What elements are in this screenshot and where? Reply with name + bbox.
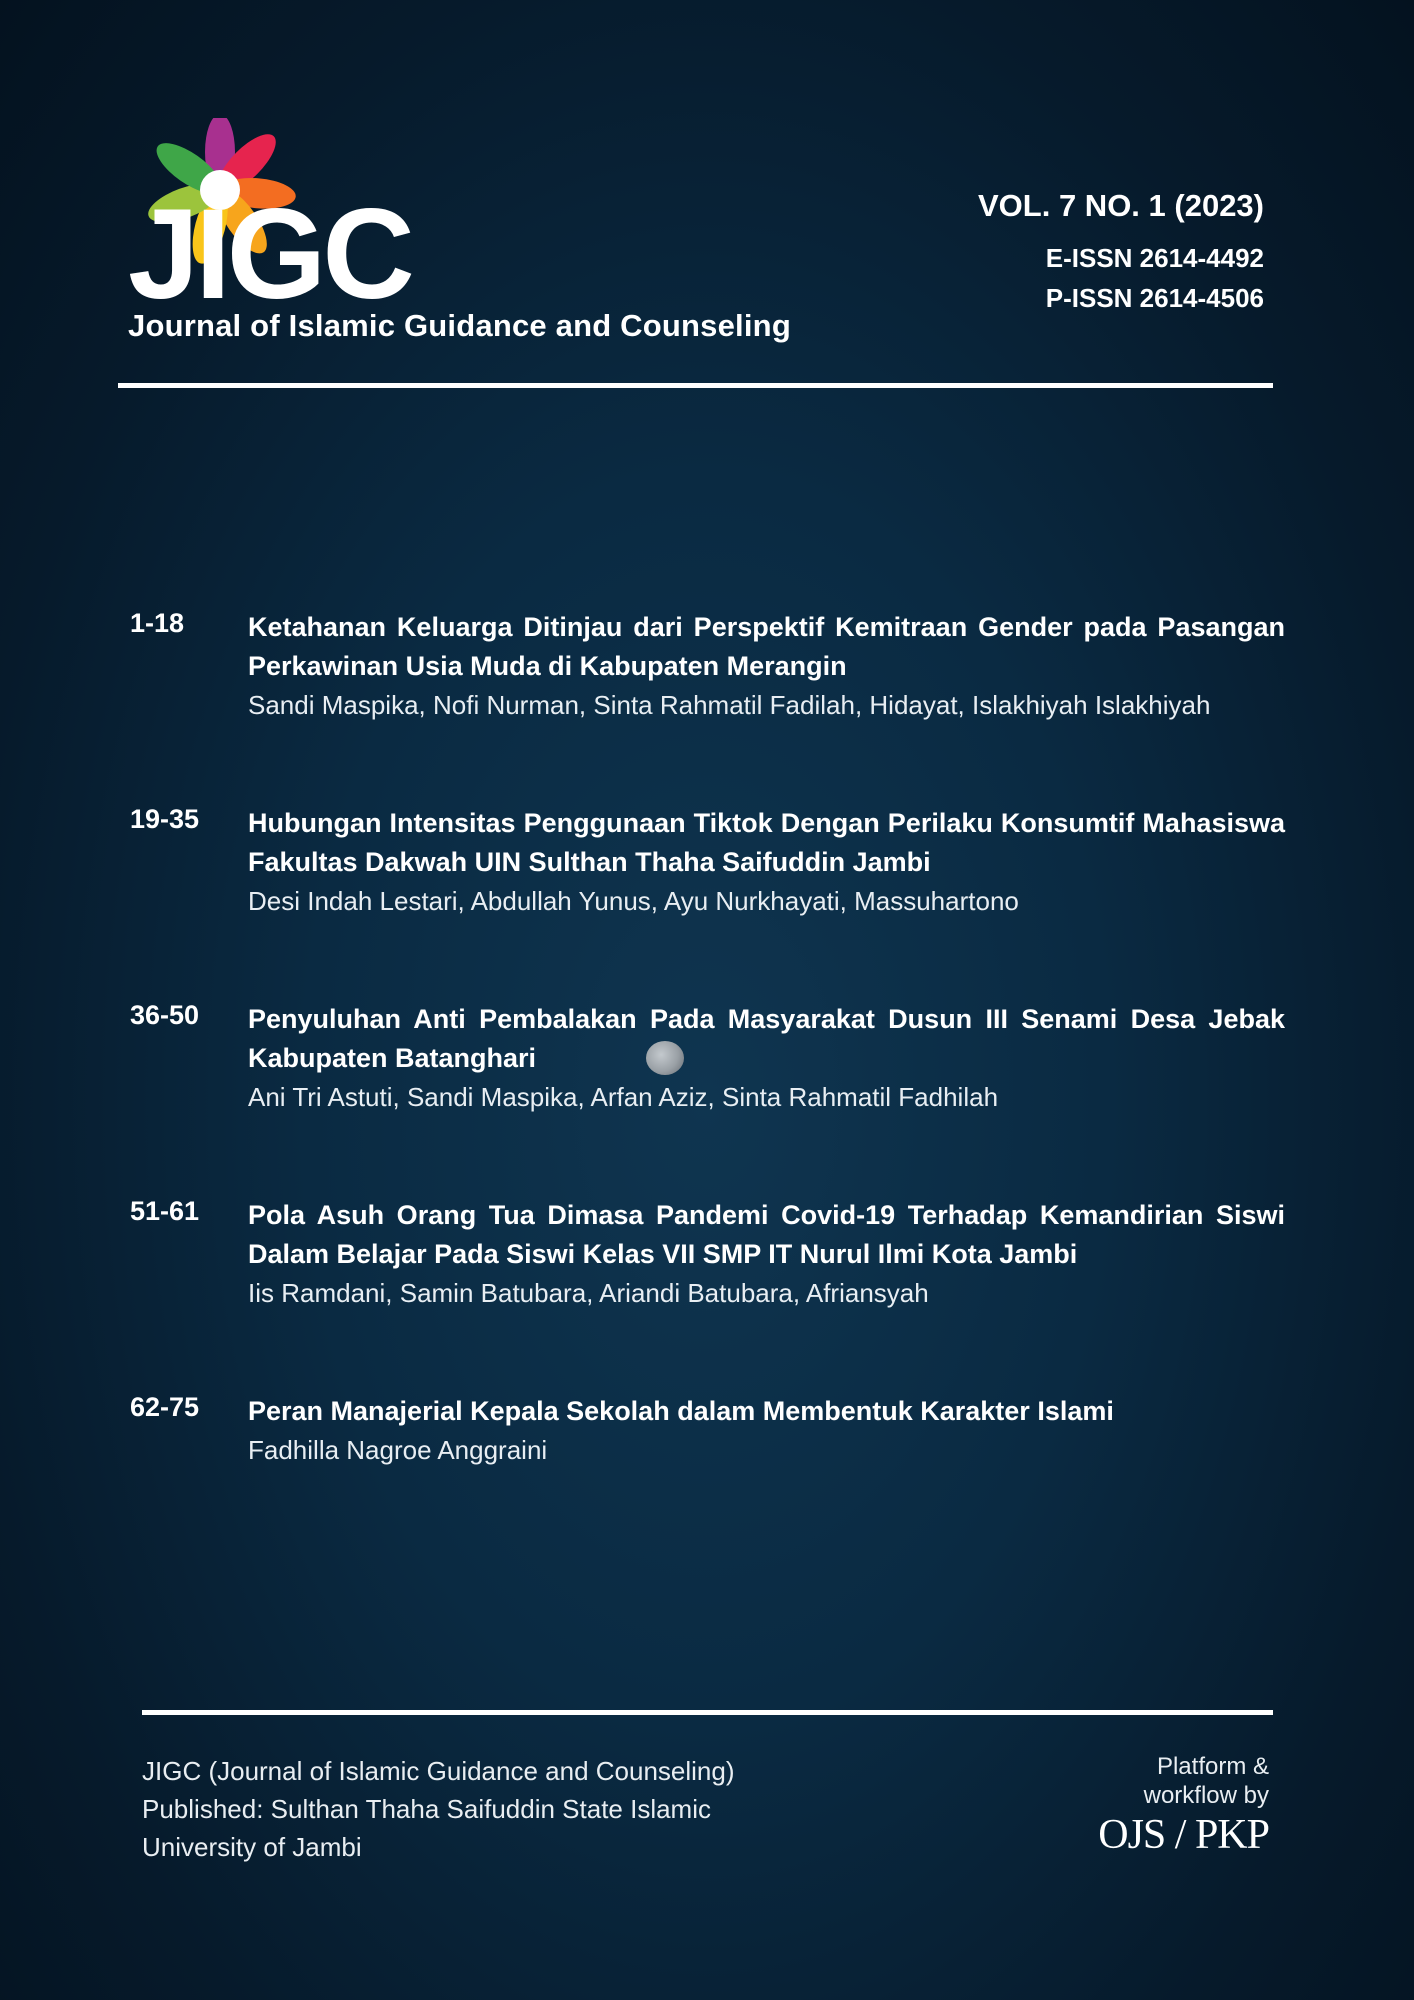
journal-name: Journal of Islamic Guidance and Counseling bbox=[128, 308, 791, 343]
eissn-label: E-ISSN 2614-4492 bbox=[1045, 243, 1264, 273]
article-title[interactable]: Penyuluhan Anti Pembalakan Pada Masyarakat Dusun III Senami Desa Jebak Kabupaten Batanghari bbox=[248, 1004, 1285, 1073]
article-pages: 36-50 bbox=[130, 1000, 200, 1030]
ojs-pkp-logo[interactable]: OJS / PKP bbox=[1098, 1812, 1269, 1858]
article-pages: 62-75 bbox=[130, 1392, 200, 1422]
article-authors: Sandi Maspika, Nofi Nurman, Sinta Rahmatil Fadilah, Hidayat, Islakhiyah Islakhiyah bbox=[248, 690, 1211, 720]
publisher-info bbox=[142, 1752, 735, 1866]
article-title[interactable]: Hubungan Intensitas Penggunaan Tiktok Dengan Perilaku Konsumtif Mahasiswa Fakultas Dakwah UIN Sulthan Thaha Saifuddin Jambi bbox=[248, 808, 1285, 877]
svg-text:JIGC: JIGC bbox=[128, 183, 411, 308]
footer-divider bbox=[142, 1710, 1273, 1715]
article-title[interactable]: Pola Asuh Orang Tua Dimasa Pandemi Covid-19 Terhadap Kemandirian Siswi Dalam Belajar Pada Siswi Kelas VII SMP IT Nurul Ilmi Kota Jambi bbox=[248, 1200, 1285, 1269]
article-title[interactable]: Peran Manajerial Kepala Sekolah dalam Membentuk Karakter Islami bbox=[248, 1396, 1114, 1426]
publisher-line: JIGC (Journal of Islamic Guidance and Counseling) bbox=[142, 1756, 735, 1786]
issue-info bbox=[978, 188, 1264, 318]
publisher-line: Published: Sulthan Thaha Saifuddin State Islamic bbox=[142, 1794, 711, 1824]
platform-credit[interactable] bbox=[1098, 1752, 1269, 1858]
article-authors: Ani Tri Astuti, Sandi Maspika, Arfan Aziz, Sinta Rahmatil Fadhilah bbox=[248, 1082, 999, 1112]
flower-logo-icon bbox=[128, 118, 498, 308]
volume-label: VOL. 7 NO. 1 (2023) bbox=[978, 188, 1264, 223]
article-pages: 19-35 bbox=[130, 804, 200, 834]
pissn-label: P-ISSN 2614-4506 bbox=[1045, 283, 1264, 313]
article-title[interactable]: Ketahanan Keluarga Ditinjau dari Perspektif Kemitraan Gender pada Pasangan Perkawinan Usia Muda di Kabupaten Merangin bbox=[248, 612, 1285, 681]
platform-label: workflow by bbox=[1143, 1782, 1269, 1809]
platform-label: Platform & bbox=[1156, 1753, 1269, 1780]
article-pages: 51-61 bbox=[130, 1196, 200, 1226]
article-pages: 1-18 bbox=[130, 608, 185, 638]
article-authors: Fadhilla Nagroe Anggraini bbox=[248, 1435, 548, 1465]
article-authors: Iis Ramdani, Samin Batubara, Ariandi Batubara, Afriansyah bbox=[248, 1278, 929, 1308]
publisher-line: University of Jambi bbox=[142, 1832, 362, 1862]
jigc-logo bbox=[128, 118, 498, 308]
header-divider bbox=[118, 383, 1273, 388]
article-authors: Desi Indah Lestari, Abdullah Yunus, Ayu Nurkhayati, Massuhartono bbox=[248, 886, 1019, 916]
moon-decoration-icon bbox=[646, 1041, 684, 1075]
